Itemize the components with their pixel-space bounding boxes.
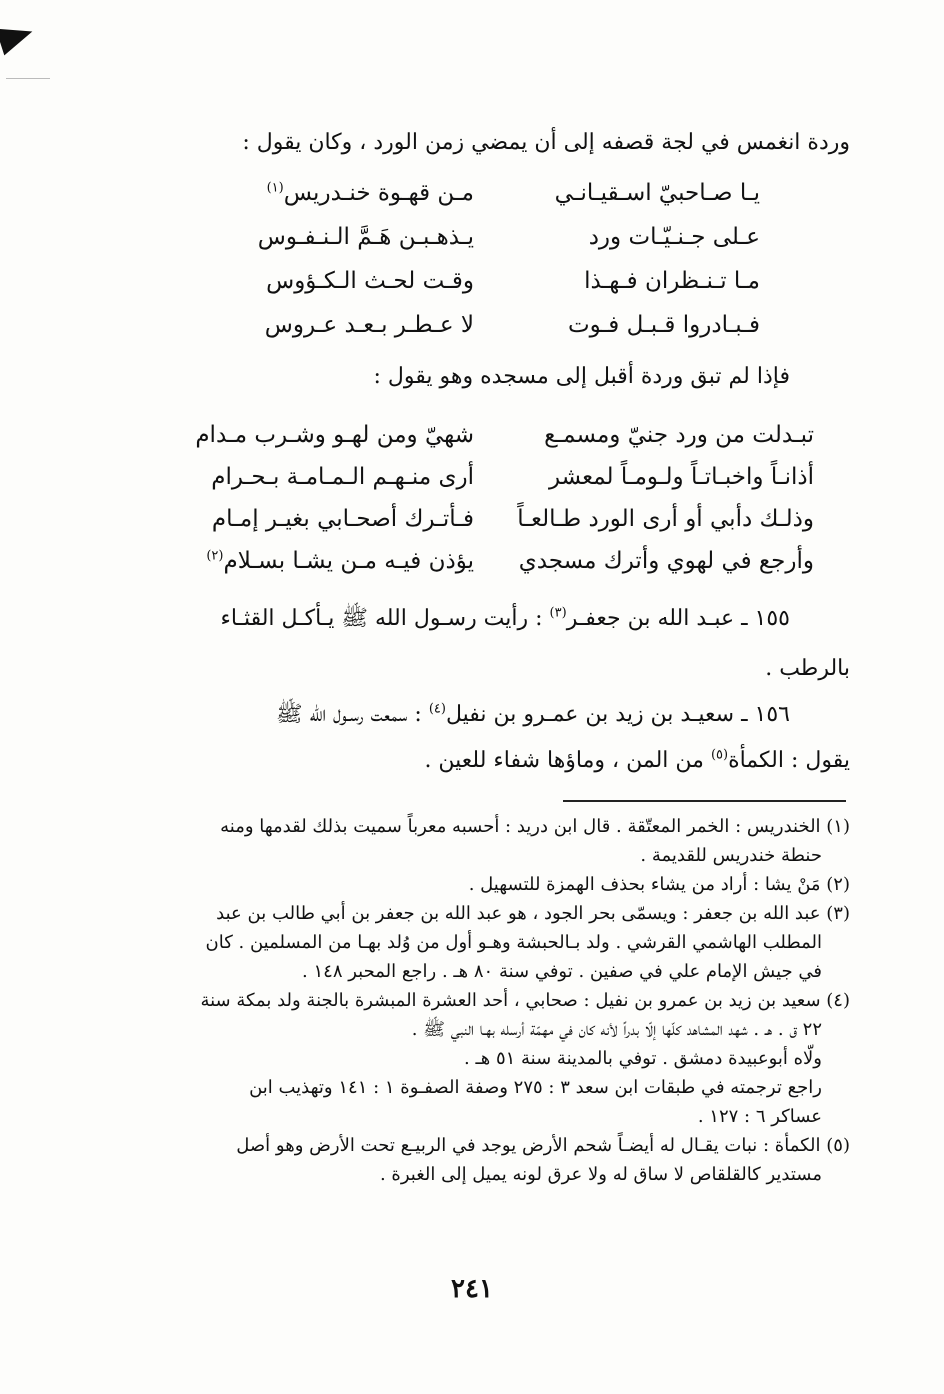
footnote-line: راجع ترجمته في طبقات ابن سعد ٣ : ٢٧٥ وصفة الصفـوة ١ : ١٤١ وتهذيب ابن: [249, 1077, 822, 1098]
footnote-line: (١) الخندريس : الخمر المعتّقة . قال ابن دريد : أحسبه معرباً سميت بذلك لقدمها ومنه: [220, 816, 850, 837]
poem-1-verse: [138, 268, 850, 308]
footnote-line: (٣) عبد الله بن جعفر : ويسمّى بحر الجود ، هو عبد الله بن جعفر بن أبي طالب بن عبد: [216, 903, 850, 924]
page-corner-mark: [0, 18, 37, 55]
verse-hemistich-1: تبـدلت من ورد جنيّ ومسمـع: [544, 422, 814, 448]
poem-2-verse: [138, 464, 850, 504]
footnote-line: عساكر ٦ : ١٢٧ .: [697, 1106, 822, 1127]
poem-2-verse: [138, 506, 850, 546]
poem-2-verse: [138, 422, 850, 462]
verse-hemistich-2: شهيّ ومن لهـو وشـرب مـدام: [195, 422, 474, 448]
hadith-156-line-2: يقول : الكمأة$^{(٥)}$ من المن ، وماؤها شفاء للعين .: [424, 747, 850, 773]
verse-hemistich-1: يـا صـاحبيّ اسـقيـانـي: [554, 180, 760, 206]
footnote-line: المطلب الهاشمي القرشي . ولد بـالحبشة وهـو أول من وُلد بهـا من المسلمين . كان: [205, 932, 822, 953]
footnote-line: مستدير كالقلقاص لا ساق له ولا عرق لونه يميل إلى الغبرة .: [379, 1164, 822, 1185]
verse-hemistich-1: وأرجع في لهوي وأترك مسجدي: [518, 548, 814, 574]
footnote-line: (٥) الكمأة : نبات يقـال له أيضـاً شحم الأرض يوجد في الربيـع تحت الأرض وهو أصل: [236, 1135, 850, 1156]
verse-hemistich-2: مـن قهـوة خنـدريس$^{(١)}$: [266, 180, 474, 206]
verse-hemistich-1: وذلـك دأبي أو أرى الورد طـالعـاً: [517, 506, 814, 532]
verse-hemistich-2: يـذهـبـن هَـمَّ الـنـفـوس: [257, 224, 474, 250]
poem-1-verse: [138, 312, 850, 352]
footnote-line: ٢٢ ق . هـ . شهد المشاهد كلّها إلّا بدراً لأنه كان في مهمّة أرسله بهـا النبي ﷺ .: [411, 1019, 822, 1040]
hadith-155: [138, 594, 850, 694]
footnote-line: (٢) مَنْ يشا : أراد من يشاء بحذف الهمزة للتسهيل .: [468, 874, 850, 895]
hadith-155-line-2: بالرطب .: [765, 656, 850, 681]
hadith-156-line-1: ١٥٦ ـ سعيـد بن زيد بن عمـرو بن نفيل$^{(٤)}$ : سمعت رسـول الله ﷺ: [276, 701, 790, 727]
verse-hemistich-1: عـلى جـنـيّـات ورد: [588, 224, 760, 250]
footnote-line: (٤) سعيد بن زيد بن عمرو بن نفيل : صحابي ، أحد العشرة المبشرة بالجنة ولد بمكة سنة: [200, 990, 850, 1011]
poem-1-verse: [138, 224, 850, 264]
poem-1-verse: [138, 180, 850, 220]
footnotes: [138, 812, 850, 1189]
middle-line: فإذا لم تبق وردة أقبل إلى مسجده وهو يقول :: [373, 364, 790, 389]
poem-2-verse: [138, 548, 850, 588]
footnote-line: في جيش الإمام علي في صفين . توفي سنة ٨٠ هـ . راجع المحبر ١٤٨ .: [302, 961, 822, 982]
hadith-155-line-1: ١٥٥ ـ عبـد الله بن جعفـر$^{(٣)}$ : رأيت رسـول الله ﷺ يـأكـل القثـاء: [220, 605, 790, 631]
intro-line: وردة انغمس في لجة قصفه إلى أن يمضي زمن الورد ، وكان يقول :: [242, 130, 850, 155]
verse-hemistich-2: وقـت لحـث الـكـؤوس: [266, 268, 474, 294]
verse-hemistich-2: يؤذن فيـه مـن يشـا بسـلام$^{(٢)}$: [206, 548, 474, 574]
scan-edge-line: [6, 78, 50, 79]
footnote-line: ولّاه أبوعبيدة دمشق . توفي بالمدينة سنة ٥١ هـ .: [464, 1048, 822, 1069]
hadith-156: [138, 692, 850, 784]
verse-hemistich-1: مـا تـنـظران فـهـذا: [584, 268, 760, 294]
verse-hemistich-2: أرى منـهـم الـمـامـة بـحـرام: [211, 464, 474, 490]
page-number: ٢٤١: [451, 1274, 493, 1304]
verse-hemistich-1: أذانـاً واخبـاتـاً ولـومـاً لمعشر: [548, 464, 814, 490]
footnote-line: حنطة خندريس للقديمة .: [640, 845, 822, 866]
verse-hemistich-2: لا عـطـر بـعـد عـروس: [264, 312, 474, 338]
verse-hemistich-1: فـبـادروا قـبـل فـوت: [568, 312, 760, 338]
verse-hemistich-2: فـأتـرك أصحـابي بغيـر إمـام: [211, 506, 474, 532]
footnote-separator: [563, 800, 846, 802]
